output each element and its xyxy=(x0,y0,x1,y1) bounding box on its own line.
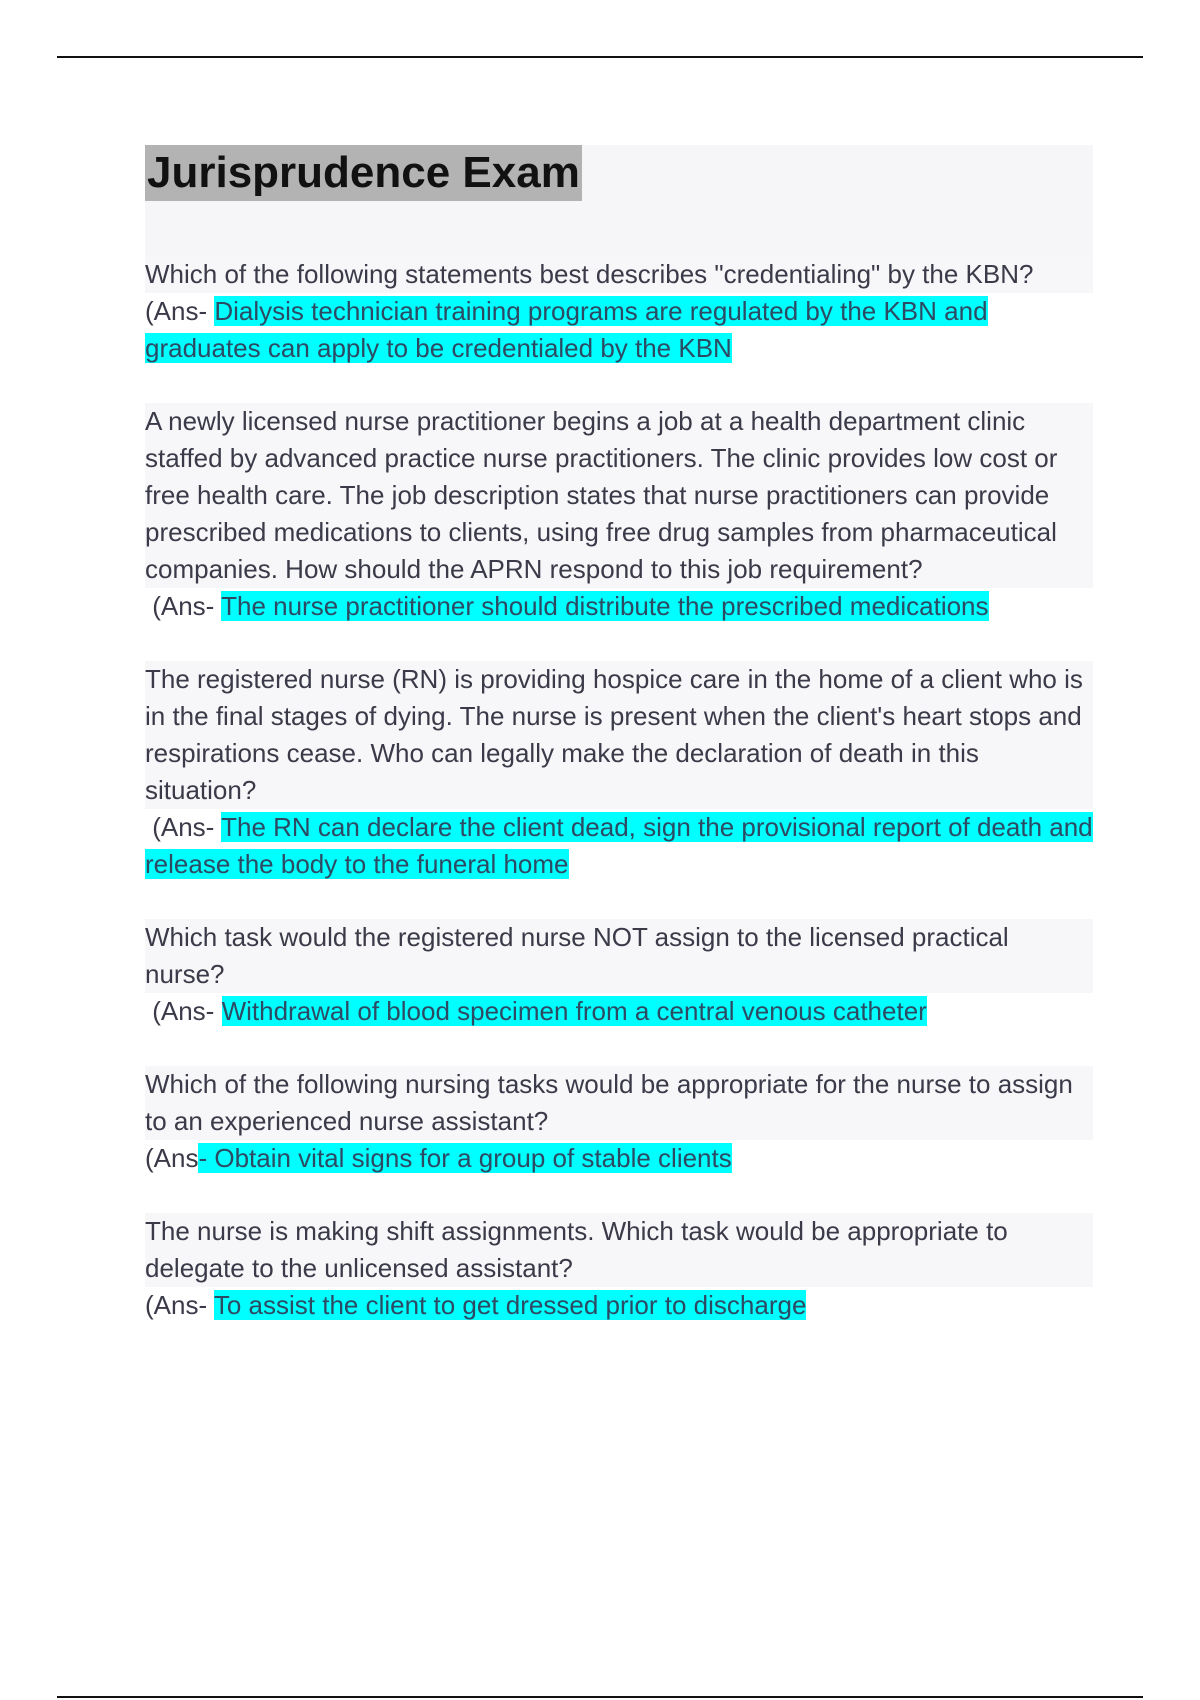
answer-highlight: The RN can declare the client dead, sign the provisional report of death and release the body to the funeral home xyxy=(145,812,1093,879)
question-text: A newly licensed nurse practitioner begins a job at a health department clinic staffed by advanced practice nurse practitioners. The clinic provides low cost or free health care. The job description states that nurse practitioners can provide prescribed medications to clients, using free drug samples from pharmaceutical companies. How should the APRN respond to this job requirement? xyxy=(145,403,1093,588)
qa-item-1 xyxy=(145,256,1093,367)
answer-line xyxy=(145,1140,1093,1177)
answer-prefix: (Ans xyxy=(145,1143,199,1173)
answer-highlight: - Obtain vital signs for a group of stable clients xyxy=(198,1143,732,1173)
page-title: Jurisprudence Exam xyxy=(145,145,582,201)
qa-item-5 xyxy=(145,1066,1093,1177)
qa-item-4 xyxy=(145,919,1093,1030)
question-text: Which of the following nursing tasks would be appropriate for the nurse to assign to an experienced nurse assistant? xyxy=(145,1066,1093,1140)
answer-prefix: (Ans- xyxy=(145,296,215,326)
document-body xyxy=(145,145,1093,1360)
answer-prefix: (Ans- xyxy=(145,1290,214,1320)
answer-highlight: To assist the client to get dressed prior to discharge xyxy=(213,1290,807,1320)
question-text: The nurse is making shift assignments. Which task would be appropriate to delegate to the unlicensed assistant? xyxy=(145,1213,1093,1287)
question-text: Which of the following statements best describes "credentialing" by the KBN? xyxy=(145,256,1093,293)
qa-item-6 xyxy=(145,1213,1093,1324)
answer-prefix: (Ans- xyxy=(145,812,222,842)
question-text: The registered nurse (RN) is providing hospice care in the home of a client who is in the final stages of dying. The nurse is present when the client's heart stops and respirations cease. Who can legally make the declaration of death in this situation? xyxy=(145,661,1093,809)
title-band xyxy=(145,145,1093,256)
answer-line xyxy=(145,588,1093,625)
qa-item-2 xyxy=(145,403,1093,625)
footer-rule xyxy=(57,1696,1143,1698)
answer-line xyxy=(145,809,1093,883)
answer-prefix: (Ans- xyxy=(145,996,222,1026)
answer-line xyxy=(145,1287,1093,1324)
answer-highlight: Dialysis technician training programs are regulated by the KBN and graduates can apply to be credentialed by the KBN xyxy=(145,296,988,363)
header-rule xyxy=(57,56,1143,58)
question-text: Which task would the registered nurse NOT assign to the licensed practical nurse? xyxy=(145,919,1093,993)
answer-highlight: The nurse practitioner should distribute the prescribed medications xyxy=(221,591,989,621)
qa-item-3 xyxy=(145,661,1093,883)
answer-highlight: Withdrawal of blood specimen from a central venous catheter xyxy=(221,996,927,1026)
answer-line xyxy=(145,993,1093,1030)
answer-line xyxy=(145,293,1093,367)
answer-prefix: (Ans- xyxy=(145,591,222,621)
qa-list xyxy=(145,256,1093,1324)
